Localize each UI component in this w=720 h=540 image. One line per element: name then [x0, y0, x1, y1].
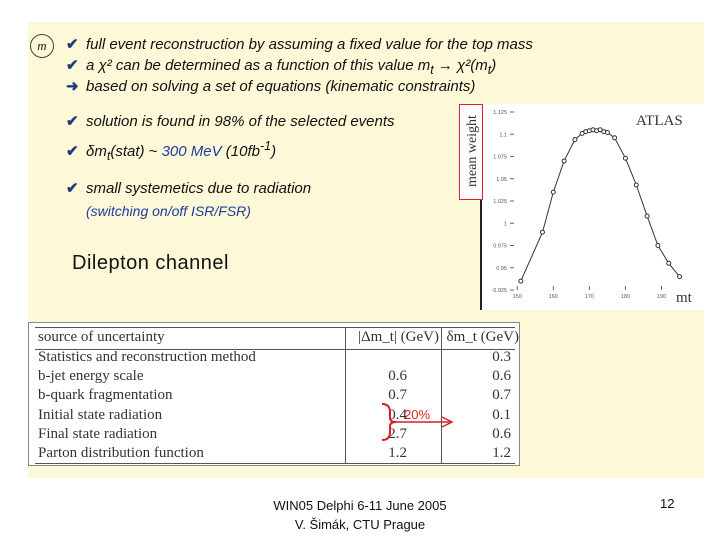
- bullet-2-text: a χ² can be determined as a function of this value m: [86, 57, 431, 74]
- y-tick-label: 1.125: [493, 110, 507, 116]
- cell-source: b-quark fragmentation: [38, 387, 173, 403]
- cell-dm: 0.6: [492, 368, 511, 384]
- cell-source: Final state radiation: [38, 426, 158, 442]
- cell-dm: 1.2: [492, 445, 511, 461]
- bullet-3: [66, 78, 475, 96]
- channel-title: Dilepton channel: [72, 252, 229, 274]
- check-icon: ✔: [66, 36, 79, 53]
- cell-dm: 0.7: [492, 387, 511, 403]
- data-point: [519, 279, 523, 283]
- header-delta: |Δm_t| (GeV): [357, 329, 439, 345]
- cell-delta: 2.7: [388, 426, 407, 442]
- y-axis-label-box: [459, 104, 483, 200]
- check-icon: ✔: [66, 57, 79, 74]
- bullet-5-text: (stat) ~: [110, 143, 162, 160]
- page-number: 12: [660, 496, 675, 511]
- footer-line-1: WIN05 Delphi 6-11 June 2005: [273, 498, 447, 513]
- bullet-1-text: full event reconstruction by assuming a fixed value for the top mass: [86, 36, 533, 53]
- check-icon: ✔: [66, 180, 79, 197]
- bullet-2-sub: t: [430, 63, 434, 77]
- x-tick-label: 180: [620, 294, 631, 300]
- data-point: [645, 214, 649, 218]
- data-point: [667, 261, 671, 265]
- data-point: [634, 183, 638, 187]
- cell-dm: 0.3: [492, 349, 511, 365]
- data-point: [573, 138, 577, 142]
- table-row: [29, 348, 519, 367]
- cell-delta: 0.4: [388, 407, 407, 423]
- bullet-4-text: solution is found in 98% of the selected events: [86, 113, 395, 130]
- y-tick-label: 1.1: [499, 132, 507, 139]
- table-row: [29, 367, 519, 386]
- cell-delta: 1.2: [388, 445, 407, 461]
- bullet-2: [66, 57, 496, 79]
- data-point: [678, 275, 682, 279]
- bullet-5: [66, 137, 276, 165]
- y-axis-label: mean weight: [465, 115, 480, 187]
- footer: [250, 496, 470, 534]
- bullet-2-sub2: t: [487, 63, 492, 77]
- x-tick-label: 170: [584, 294, 594, 300]
- table-rule: [35, 463, 515, 464]
- logo-icon: m: [30, 34, 54, 58]
- check-icon: ✔: [66, 113, 79, 130]
- x-tick-label: 160: [548, 294, 558, 300]
- y-tick-label: 0.95: [496, 265, 507, 272]
- header-dm: δm_t (GeV): [446, 329, 519, 345]
- data-point: [540, 230, 544, 234]
- footer-line-2: V. Šimák, CTU Prague: [294, 517, 426, 532]
- bullet-2-tail: → χ²(m: [433, 57, 488, 74]
- bullet-3-text: based on solving a set of equations (kinematic constraints): [86, 78, 476, 95]
- bullet-5-lumi: (10fb: [221, 143, 260, 160]
- cell-source: Statistics and reconstruction method: [38, 349, 256, 365]
- cell-delta: 0.7: [388, 387, 407, 403]
- data-point: [551, 190, 555, 194]
- bullet-5-sub: t: [106, 149, 111, 163]
- bullet-5-close: ): [271, 143, 277, 160]
- y-tick-label: 0.975: [493, 243, 507, 250]
- uncertainty-table: [28, 322, 520, 466]
- cell-delta: 0.6: [388, 368, 407, 384]
- bullet-5-sup: -1: [260, 139, 272, 153]
- y-tick-label: 0.925: [493, 288, 507, 294]
- bullet-1: [66, 36, 533, 54]
- header-source: source of uncertainty: [38, 329, 165, 345]
- annotation-percent: 20%: [404, 407, 431, 422]
- cell-source: b-jet energy scale: [38, 368, 144, 384]
- bullet-4: [66, 113, 395, 131]
- data-point: [656, 244, 660, 248]
- y-tick-label: 1.025: [493, 199, 507, 205]
- arrow-icon: ➜: [66, 78, 79, 95]
- data-point: [605, 130, 609, 134]
- bullet-5-highlight: 300 MeV: [161, 143, 222, 160]
- cell-source: Initial state radiation: [38, 407, 163, 423]
- cell-dm: 0.1: [492, 407, 511, 423]
- mean-weight-plot: [480, 104, 704, 310]
- plot-legend: ATLAS: [636, 113, 683, 129]
- data-point: [623, 156, 627, 160]
- data-point: [562, 159, 566, 163]
- y-tick-label: 1: [503, 221, 507, 228]
- bullet-6: [66, 180, 311, 198]
- table-header: [29, 328, 519, 347]
- bullet-6-text: small systemetics due to radiation: [86, 180, 312, 197]
- cell-dm: 0.6: [492, 426, 511, 442]
- x-tick-label: 190: [656, 294, 667, 300]
- bullet-5-delta: δm: [86, 143, 107, 160]
- x-axis-label: mt: [676, 290, 692, 306]
- check-icon: ✔: [66, 143, 79, 160]
- plot-svg: [482, 104, 704, 310]
- y-tick-label: 1.05: [496, 176, 507, 183]
- table-row: [29, 444, 519, 463]
- data-point: [613, 136, 617, 140]
- y-tick-label: 1.075: [493, 154, 507, 161]
- cell-source: Parton distribution function: [38, 445, 204, 461]
- x-tick-label: 150: [512, 294, 522, 300]
- series-line: [521, 130, 680, 281]
- bullet-2-tail2: ): [491, 57, 497, 74]
- bullet-6-subtext: (switching on/off ISR/FSR): [86, 203, 251, 219]
